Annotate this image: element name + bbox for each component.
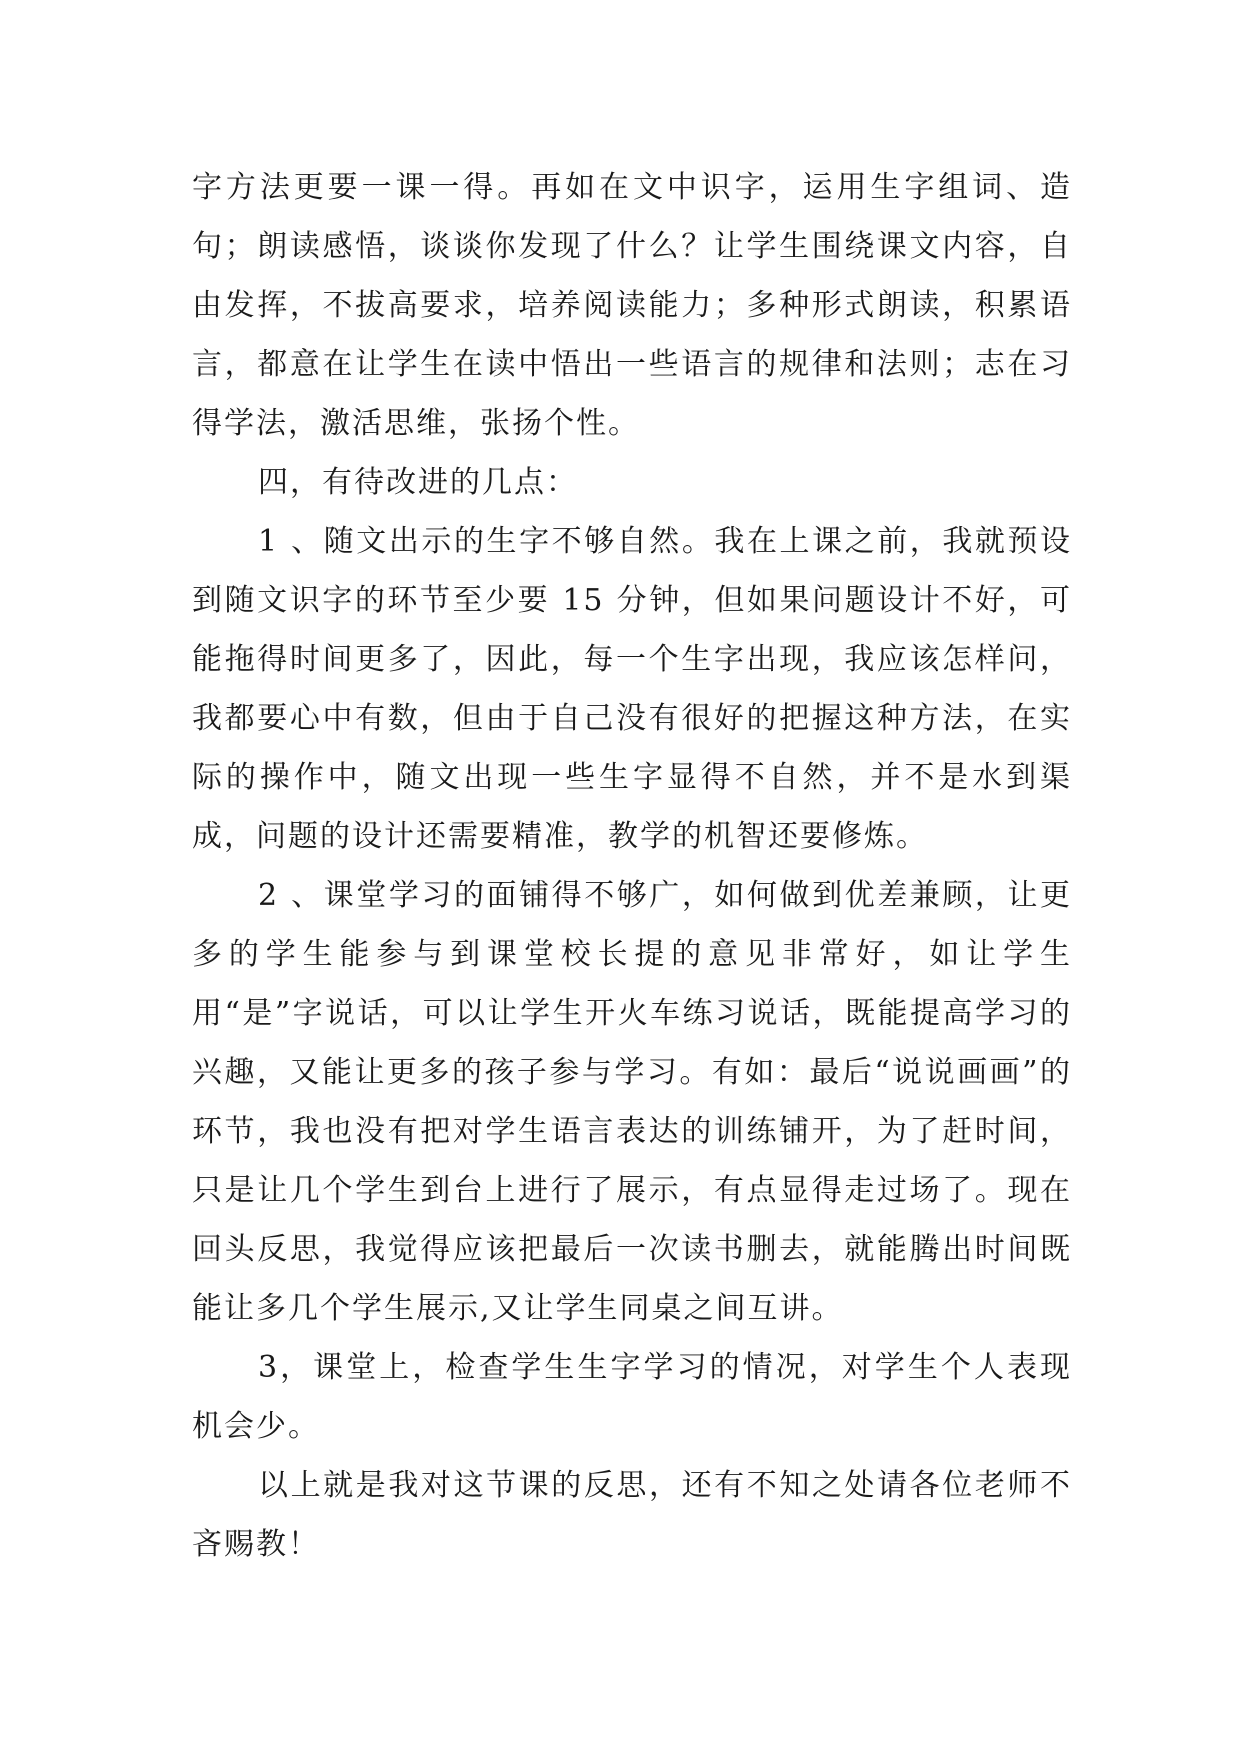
paragraph-point-3: 3，课堂上，检查学生生字学习的情况，对学生个人表现机会少。 (192, 1350, 1072, 1444)
paragraph-point-1: 1 、随文出示的生字不够自然。我在上课之前，我就预设到随文识字的环节至少要 15 分钟，但如果问题设计不好，可能拖得时间更多了，因此，每一个生字出现，我应该怎样问，我都要心中有数，但由于自己没有很好的把握这种方法，在实际的操作中，随文出现一些生字显得不自然，并不是水到渠成，问题的设计还需要精准，教学的机智还要修炼。 (192, 524, 1072, 854)
paragraph-point-2: 2 、课堂学习的面铺得不够广，如何做到优差兼顾，让更多的学生能参与到课堂校长提的意见非常好，如让学生用“是”字说话，可以让学生开火车练习说话，既能提高学习的兴趣，又能让更多的孩子参与学习。有如：最后“说说画画”的环节，我也没有把对学生语言表达的训练铺开，为了赶时间，只是让几个学生到台上进行了展示，有点显得走过场了。现在回头反思，我觉得应该把最后一次读书删去，就能腾出时间既能让多几个学生展示,又让学生同桌之间互讲。 (192, 878, 1072, 1326)
document-body (192, 158, 1072, 1574)
paragraph-continuation: 字方法更要一课一得。再如在文中识字，运用生字组词、造句；朗读感悟，谈谈你发现了什么？让学生围绕课文内容，自由发挥，不拔高要求，培养阅读能力；多种形式朗读，积累语言，都意在让学生在读中悟出一些语言的规律和法则；志在习得学法，激活思维，张扬个性。 (192, 170, 1072, 441)
section-heading-improvements: 四，有待改进的几点： (258, 465, 578, 500)
paragraph-closing: 以上就是我对这节课的反思，还有不知之处请各位老师不吝赐教！ (192, 1468, 1072, 1562)
